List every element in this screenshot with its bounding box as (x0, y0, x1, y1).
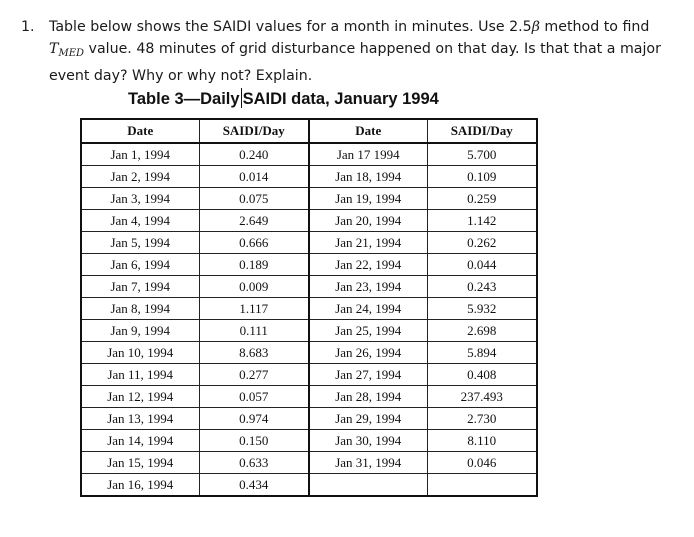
t-med-symbol: $T_{MED}$ (49, 41, 85, 59)
saidi-value-cell: 0.666 (199, 232, 309, 254)
saidi-value-cell: 1.142 (427, 210, 537, 232)
table-header-row (81, 119, 537, 143)
date-cell: Jan 8, 1994 (81, 298, 199, 320)
saidi-value-cell: 0.243 (427, 276, 537, 298)
date-cell: Jan 29, 1994 (309, 408, 427, 430)
table-row (81, 430, 537, 452)
question-text (21, 16, 686, 87)
saidi-value-cell (427, 474, 537, 497)
table-row (81, 276, 537, 298)
table-row (81, 320, 537, 342)
saidi-value-cell: 0.974 (199, 408, 309, 430)
date-cell: Jan 4, 1994 (81, 210, 199, 232)
table-row (81, 166, 537, 188)
saidi-value-cell: 8.683 (199, 342, 309, 364)
saidi-value-cell: 2.649 (199, 210, 309, 232)
header-date-right: Date (309, 119, 427, 143)
table-body (81, 143, 537, 496)
date-cell: Jan 12, 1994 (81, 386, 199, 408)
date-cell (309, 474, 427, 497)
date-cell: Jan 27, 1994 (309, 364, 427, 386)
table-row (81, 452, 537, 474)
date-cell: Jan 24, 1994 (309, 298, 427, 320)
saidi-value-cell: 0.044 (427, 254, 537, 276)
table-row (81, 188, 537, 210)
table-row (81, 342, 537, 364)
saidi-value-cell: 0.408 (427, 364, 537, 386)
table-row (81, 254, 537, 276)
saidi-value-cell: 0.057 (199, 386, 309, 408)
date-cell: Jan 15, 1994 (81, 452, 199, 474)
saidi-value-cell: 0.075 (199, 188, 309, 210)
question-number: 1. (21, 19, 35, 35)
date-cell: Jan 14, 1994 (81, 430, 199, 452)
table-row (81, 298, 537, 320)
date-cell: Jan 25, 1994 (309, 320, 427, 342)
text-cursor (241, 88, 242, 108)
question-body: Table below shows the SAIDI values for a month in minutes. Use 2.5β method to find $T_{MED}$ value. 48 minutes of grid disturbance happened on that day. Is that that a major event day? Why or why not? Explain. (49, 19, 661, 84)
saidi-value-cell: 0.633 (199, 452, 309, 474)
date-cell: Jan 16, 1994 (81, 474, 199, 497)
date-cell: Jan 26, 1994 (309, 342, 427, 364)
header-saidi-left: SAIDI/Day (199, 119, 309, 143)
date-cell: Jan 22, 1994 (309, 254, 427, 276)
saidi-value-cell: 5.700 (427, 143, 537, 166)
saidi-value-cell: 0.014 (199, 166, 309, 188)
saidi-value-cell: 1.117 (199, 298, 309, 320)
date-cell: Jan 20, 1994 (309, 210, 427, 232)
table-row (81, 474, 537, 497)
date-cell: Jan 21, 1994 (309, 232, 427, 254)
saidi-value-cell: 0.434 (199, 474, 309, 497)
saidi-value-cell: 0.277 (199, 364, 309, 386)
table-row (81, 210, 537, 232)
header-date-left: Date (81, 119, 199, 143)
date-cell: Jan 18, 1994 (309, 166, 427, 188)
saidi-value-cell: 2.730 (427, 408, 537, 430)
date-cell: Jan 9, 1994 (81, 320, 199, 342)
saidi-value-cell: 237.493 (427, 386, 537, 408)
date-cell: Jan 7, 1994 (81, 276, 199, 298)
date-cell: Jan 2, 1994 (81, 166, 199, 188)
saidi-table (80, 118, 538, 497)
table-row (81, 364, 537, 386)
table-row (81, 408, 537, 430)
saidi-value-cell: 0.109 (427, 166, 537, 188)
date-cell: Jan 31, 1994 (309, 452, 427, 474)
table-title: Table 3—Daily SAIDI data, January 1994 (128, 90, 439, 108)
date-cell: Jan 19, 1994 (309, 188, 427, 210)
date-cell: Jan 17 1994 (309, 143, 427, 166)
date-cell: Jan 10, 1994 (81, 342, 199, 364)
saidi-value-cell: 5.932 (427, 298, 537, 320)
saidi-value-cell: 5.894 (427, 342, 537, 364)
header-saidi-right: SAIDI/Day (427, 119, 537, 143)
saidi-value-cell: 2.698 (427, 320, 537, 342)
saidi-value-cell: 8.110 (427, 430, 537, 452)
date-cell: Jan 3, 1994 (81, 188, 199, 210)
saidi-value-cell: 0.046 (427, 452, 537, 474)
date-cell: Jan 13, 1994 (81, 408, 199, 430)
table-row (81, 386, 537, 408)
date-cell: Jan 6, 1994 (81, 254, 199, 276)
saidi-value-cell: 0.262 (427, 232, 537, 254)
date-cell: Jan 5, 1994 (81, 232, 199, 254)
saidi-value-cell: 0.009 (199, 276, 309, 298)
date-cell: Jan 23, 1994 (309, 276, 427, 298)
saidi-value-cell: 0.189 (199, 254, 309, 276)
table-row (81, 232, 537, 254)
saidi-value-cell: 0.111 (199, 320, 309, 342)
beta-symbol: β (531, 19, 540, 35)
saidi-value-cell: 0.240 (199, 143, 309, 166)
date-cell: Jan 28, 1994 (309, 386, 427, 408)
date-cell: Jan 11, 1994 (81, 364, 199, 386)
date-cell: Jan 30, 1994 (309, 430, 427, 452)
date-cell: Jan 1, 1994 (81, 143, 199, 166)
saidi-value-cell: 0.150 (199, 430, 309, 452)
saidi-value-cell: 0.259 (427, 188, 537, 210)
table-row (81, 143, 537, 166)
